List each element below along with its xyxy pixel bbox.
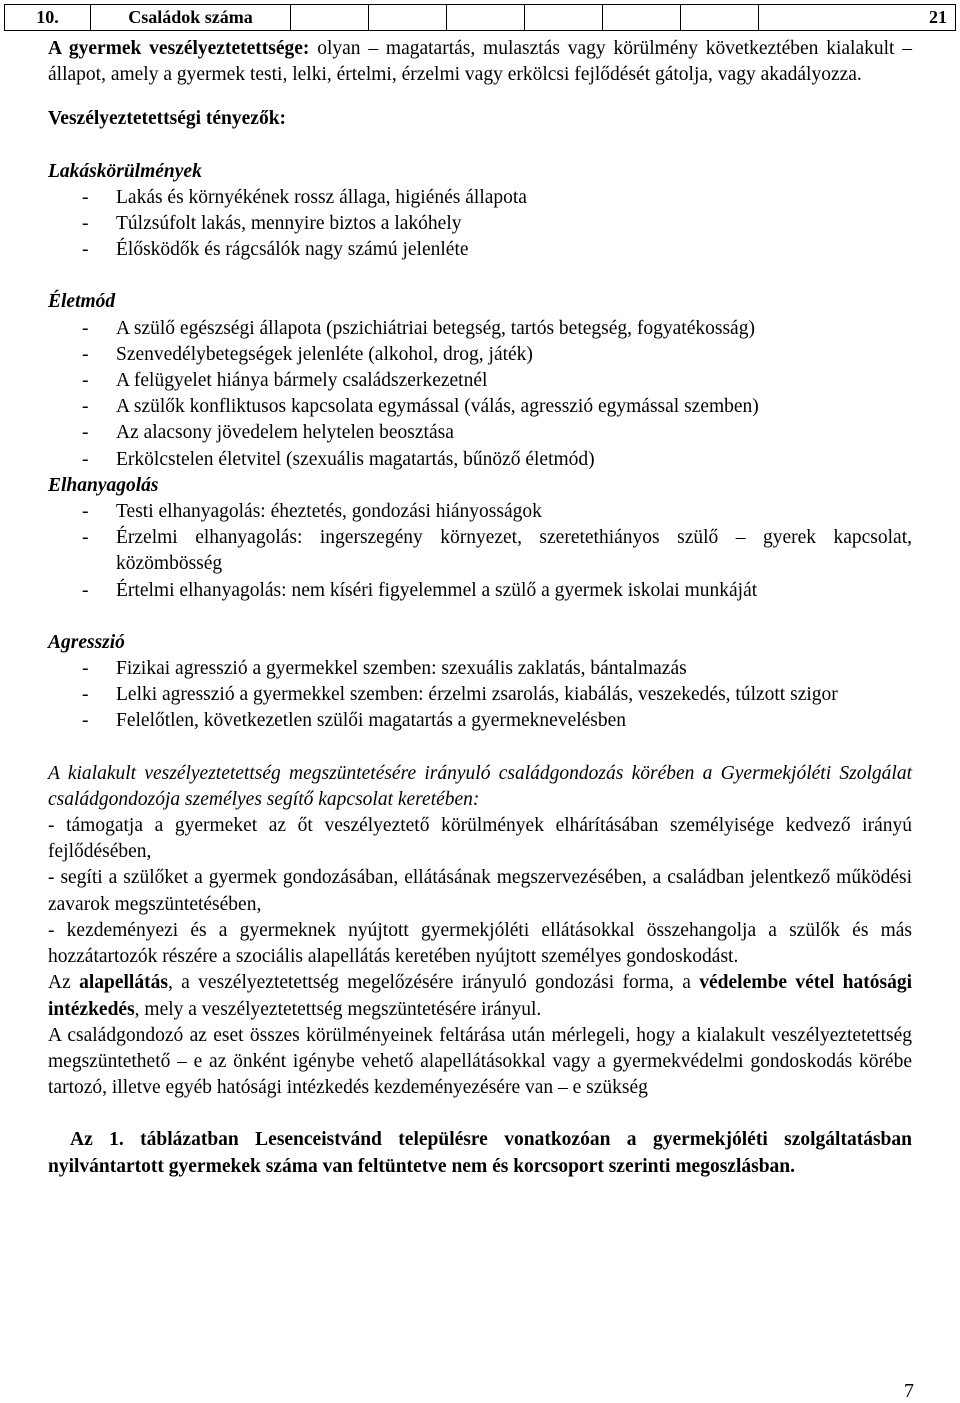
- section-title-eletmod: Életmód: [48, 291, 116, 313]
- section-title-elhanyagolas: Elhanyagolás: [48, 474, 159, 496]
- document-body: [48, 36, 912, 1180]
- list-item: - A felügyelet hiánya bármely családszerkezetnél: [82, 370, 488, 392]
- header-empty-cell: [525, 5, 603, 30]
- factors-title: Veszélyeztetettségi tényezők:: [48, 108, 287, 130]
- list-item: - Túlzsúfolt lakás, mennyire biztos a lakóhely: [82, 213, 462, 235]
- header-empty-cell: [681, 5, 759, 30]
- definition-term: A gyermek veszélyeztetettsége:: [48, 38, 310, 59]
- list-lakas: [48, 185, 912, 264]
- header-empty-cell: [447, 5, 525, 30]
- list-item: - Szenvedélybetegségek jelenléte (alkohol, drog, játék): [82, 343, 533, 365]
- family-care-item: - segíti a szülőket a gyermek gondozásában, ellátásának megszervezésében, a családban jelentkező működési zavarok megszüntetésében,: [48, 867, 912, 915]
- header-number: 10.: [5, 5, 91, 30]
- header-page-ref: 21: [929, 7, 947, 27]
- section-title-agresszio: Agresszió: [48, 631, 125, 653]
- list-item: - Fizikai agresszió a gyermekkel szemben: szexuális zaklatás, bántalmazás: [82, 658, 687, 680]
- header-empty-cell: [369, 5, 447, 30]
- header-title: Családok száma: [91, 5, 291, 30]
- list-item: - A szülők konfliktusos kapcsolata egymással (válás, agresszió egymással szemben): [82, 396, 759, 418]
- list-item: - Felelőtlen, következetlen szülői magatartás a gyermeknevelésben: [82, 710, 627, 732]
- section-title-lakas: Lakáskörülmények: [48, 160, 202, 182]
- list-item: - Lelki agresszió a gyermekkel szemben: érzelmi zsarolás, kiabálás, veszekedés, túlzott szigor: [82, 684, 838, 706]
- list-item: - A szülő egészségi állapota (pszichiátriai betegség, tartós betegség, fogyatékosság): [82, 317, 755, 339]
- table-header-row: [4, 4, 956, 31]
- list-item: - Érzelmi elhanyagolás: ingerszegény környezet, szeretethiányos szülő – gyerek kapcsolat, közömbösség: [82, 527, 912, 575]
- family-care-item: - támogatja a gyermeket az őt veszélyeztető körülmények elhárításában személyisége kedvező irányú fejlődésében,: [48, 815, 912, 863]
- basic-care-paragraph: Az alapellátás, a veszélyeztetettség megelőzésére irányuló gondozási forma, a védelembe vétel hatósági intézkedés, mely a veszélyeztetettség megszüntetésére irányul.: [48, 972, 912, 1020]
- header-empty-cell: [603, 5, 681, 30]
- family-care-item: - kezdeményezi és a gyermeknek nyújtott gyermekjóléti ellátásokkal összehangolja a szülők és más hozzátartozók részére a szociális alapellátás keretében nyújtott személyes gondoskodást.: [48, 919, 912, 968]
- caseworker-paragraph: A családgondozó az eset összes körülményeinek feltárása után mérlegeli, hogy a kialakult veszélyeztetettség megszüntethető – e az önként igénybe vehető alapellátásokkal vagy a gyermekvédelmi gondoskodás körébe tartozó, illetve egyéb hatósági intézkedés kezdeményezésére van – e szükség: [48, 1024, 912, 1099]
- list-item: - Élősködők és rágcsálók nagy számú jelenléte: [82, 239, 469, 261]
- page-number: 7: [904, 1380, 914, 1402]
- list-item: - Értelmi elhanyagolás: nem kíséri figyelemmel a szülő a gyermek iskolai munkáját: [82, 579, 758, 601]
- list-elhanyagolas: [48, 499, 912, 604]
- table-note-paragraph: Az 1. táblázatban Lesenceistvánd településre vonatkozóan a gyermekjóléti szolgáltatásban nyilvántartott gyermekek száma van feltüntetve nem és korcsoport szerinti megoszlásban.: [48, 1129, 912, 1177]
- family-care-intro: A kialakult veszélyeztetettség megszüntetésére irányuló családgondozás körében a Gyermekjóléti Szolgálat családgondozója személyes segítő kapcsolat keretében:: [48, 762, 912, 810]
- header-empty-cell: [291, 5, 369, 30]
- list-eletmod: [48, 316, 912, 473]
- list-item: - Erkölcstelen életvitel (szexuális magatartás, bűnöző életmód): [82, 448, 595, 470]
- list-item: - Lakás és környékének rossz állaga, higiénés állapota: [82, 186, 527, 208]
- list-agresszio: [48, 656, 912, 735]
- list-item: - Testi elhanyagolás: éheztetés, gondozási hiányosságok: [82, 501, 542, 523]
- definition-text: olyan – magatartás, mulasztás vagy körülmény következtében kialakult – állapot, amely a gyermek testi, lelki, értelmi, érzelmi vagy erkölcsi fejlődését gátolja, vagy akadályozza.: [48, 38, 912, 86]
- definition-paragraph: [48, 36, 912, 88]
- list-item: - Az alacsony jövedelem helytelen beosztása: [82, 422, 454, 444]
